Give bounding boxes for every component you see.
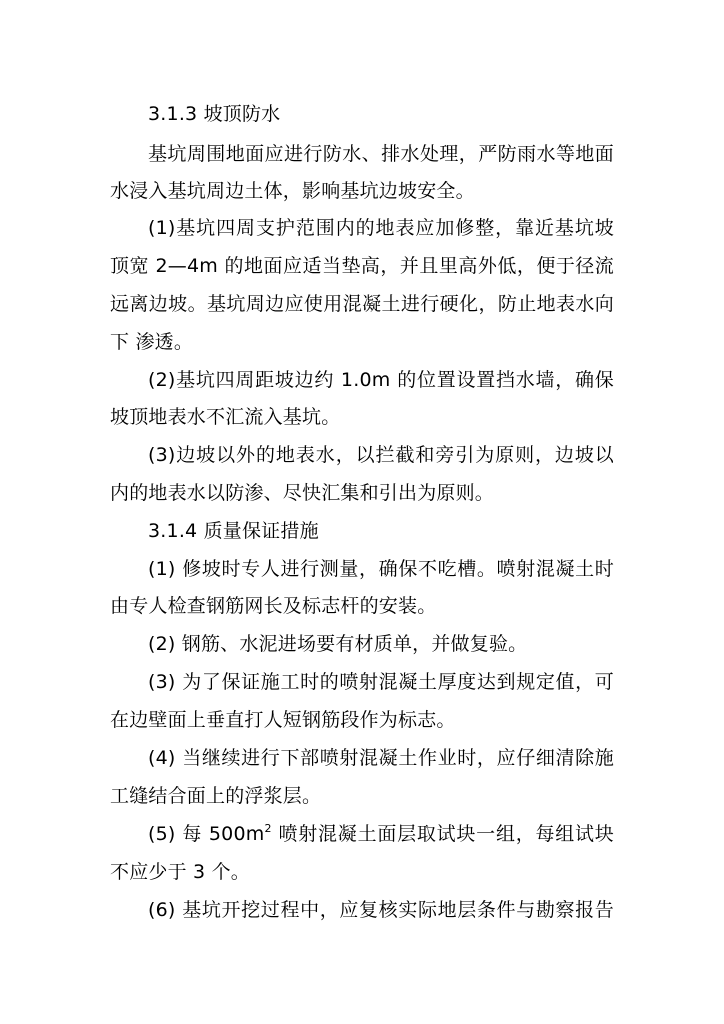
paragraph-line: 由专人检查钢筋网长及标志杆的安装。 [110,595,437,617]
paragraph-line: 基坑周围地面应进行防水、排水处理，严防雨水等地面 [148,143,614,165]
paragraph-line: 下 渗透。 [110,331,194,353]
paragraph-line: 不应少于 3 个。 [110,861,250,883]
paragraph-line: (6) 基坑开挖过程中，应复核实际地层条件与勘察报告 [148,899,614,921]
paragraph-line: 内的地表水以防渗、尽快汇集和引出为原则。 [110,482,495,504]
paragraph-line-with-superscript [148,822,614,846]
paragraph-line: 坡顶地表水不汇流入基坑。 [110,406,341,428]
paragraph-line: (1) 修坡时专人进行测量，确保不吃槽。喷射混凝土时 [148,558,614,580]
paragraph-line: (2) 钢筋、水泥进场要有材质单，并做复验。 [148,633,528,655]
paragraph-line: 水浸入基坑周边土体，影响基坑边坡安全。 [110,180,475,202]
paragraph-line: (2)基坑四周距坡边约 1.0m 的位置设置挡水墙，确保 [148,369,614,391]
text-before-superscript: (5) 每 500m [148,823,265,845]
paragraph-line: 顶宽 2—4m 的地面应适当垫高，并且里高外低，便于径流 [110,255,614,277]
paragraph-line: (1)基坑四周支护范围内的地表应加修整，靠近基坑坡 [148,217,614,239]
paragraph-line: (4) 当继续进行下部喷射混凝土作业时，应仔细清除施 [148,747,614,769]
paragraph-line: 远离边坡。基坑周边应使用混凝土进行硬化，防止地表水向 [110,293,614,315]
superscript-2: 2 [264,822,272,835]
paragraph-line: (3) 为了保证施工时的喷射混凝土厚度达到规定值，可 [148,671,614,693]
paragraph-line: (3)边坡以外的地表水，以拦截和旁引为原则，边坡以 [148,444,614,466]
paragraph-line: 在边壁面上垂直打人短钢筋段作为标志。 [110,709,456,731]
section-heading-3-1-3: 3.1.3 坡顶防水 [148,103,281,125]
text-after-superscript: 喷射混凝土面层取试块一组，每组试块 [271,823,614,845]
paragraph-line: 工缝结合面上的浮浆层。 [110,785,322,807]
section-heading-3-1-4: 3.1.4 质量保证措施 [148,520,319,542]
